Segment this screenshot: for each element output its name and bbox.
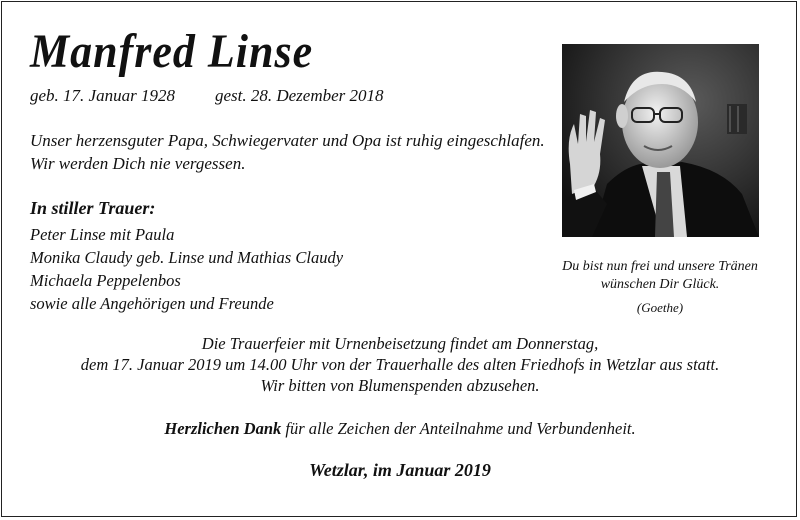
thanks-heading: Herzlichen Dank: [164, 419, 282, 438]
service-line: dem 17. Januar 2019 um 14.00 Uhr von der Trauerhalle des alten Friedhofs in Wetzlar aus statt.: [80, 355, 720, 374]
quote-line: Du bist nun frei und unsere Tränen: [562, 259, 758, 274]
quote-source: (Goethe): [636, 300, 684, 315]
thanks-line: [0, 419, 800, 439]
mourner-line: sowie alle Angehörigen und Freunde: [30, 294, 274, 313]
portrait-illustration: [562, 44, 759, 237]
death-date: gest. 28. Dezember 2018: [214, 86, 384, 105]
mourner-line: Monika Claudy geb. Linse und Mathias Claudy: [30, 248, 344, 267]
quote-line: wünschen Dir Glück.: [600, 277, 720, 292]
service-info: [0, 333, 800, 396]
mourners-list: [30, 223, 343, 315]
deceased-name: Manfred Linse: [30, 25, 314, 78]
mourning-heading: In stiller Trauer:: [30, 198, 156, 218]
place-date: Wetzlar, im Januar 2019: [309, 460, 491, 480]
intro-line: Unser herzensguter Papa, Schwiegervater und Opa ist ruhig eingeschlafen.: [30, 131, 545, 150]
service-line: Wir bitten von Blumenspenden abzusehen.: [260, 376, 540, 395]
mourner-line: Peter Linse mit Paula: [30, 225, 175, 244]
thanks-text: für alle Zeichen der Anteilnahme und Verbundenheit.: [281, 419, 636, 438]
service-line: Die Trauerfeier mit Urnenbeisetzung findet am Donnerstag,: [201, 334, 599, 353]
portrait-photo: [562, 44, 759, 237]
life-dates: [30, 86, 384, 106]
quote-text: [540, 258, 780, 294]
mourner-line: Michaela Peppelenbos: [30, 271, 181, 290]
birth-date: geb. 17. Januar 1928: [30, 86, 175, 105]
intro-text: [30, 129, 545, 175]
intro-line: Wir werden Dich nie vergessen.: [30, 154, 246, 173]
